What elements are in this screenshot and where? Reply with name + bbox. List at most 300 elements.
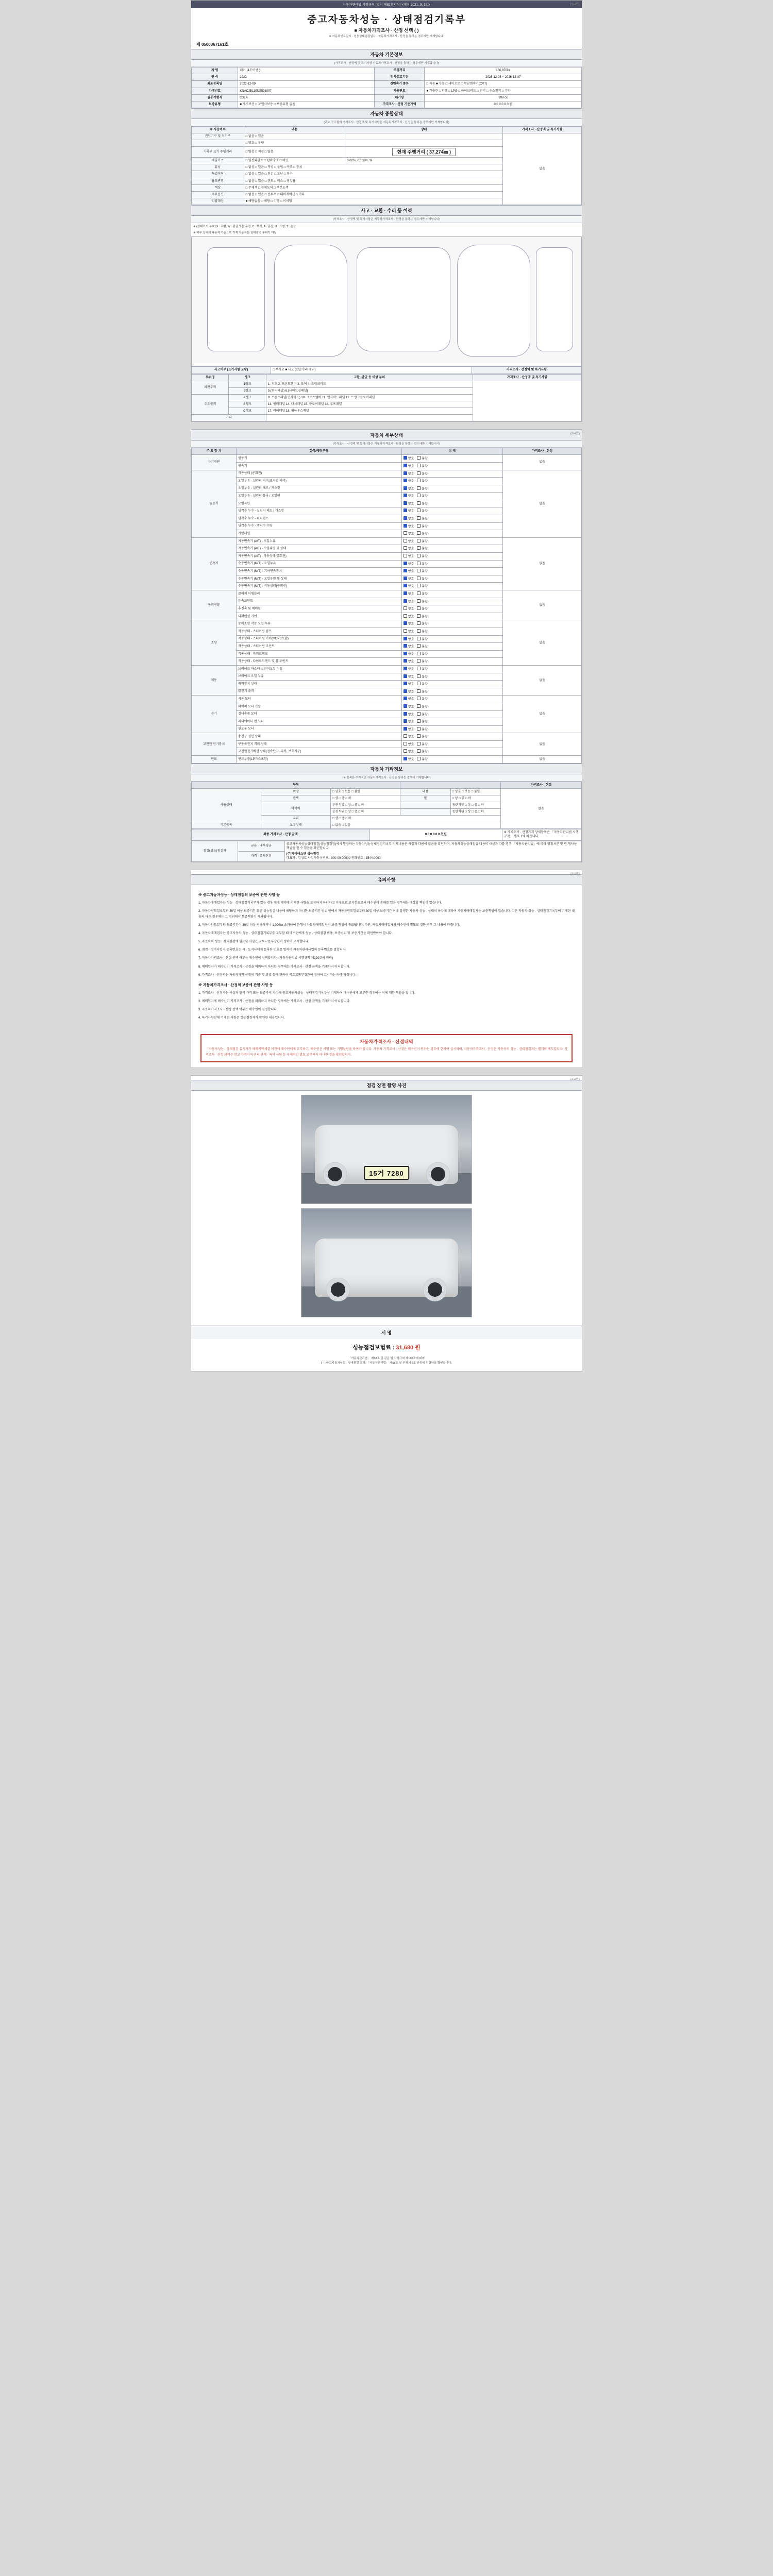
digit-0: 0 <box>425 833 427 837</box>
group-frame: 주요골격 <box>192 394 229 414</box>
value-displacement: 998 cc <box>425 94 582 101</box>
car-damage-diagram <box>191 236 582 366</box>
sheet-page-2 <box>191 429 582 862</box>
notice-item: 8. 매매업자가 매수인이 가격조사 · 산정을 의뢰하지 아니한 경우에는 가격조사 · 산정 금액을 기재하지 아니합니다. <box>198 965 350 969</box>
table-row <box>192 756 582 764</box>
table-header-row <box>192 374 582 381</box>
group-note: 없음 <box>503 620 582 666</box>
digit-1: 0 <box>427 833 430 837</box>
vehicle-front-photo <box>301 1095 472 1204</box>
sheet-page-1 <box>191 0 582 422</box>
photo-wheel-right <box>423 1278 447 1301</box>
section-basic-subtitle: (가격조사 · 산정액 및 특기사항 자동차가격조사 · 산정을 통하는 경우에만 기재합니다) <box>191 60 582 67</box>
item-state[interactable]: 양호 불량 <box>401 650 503 658</box>
section-overall-subtitle: (주요 구조물의 가격조사 · 산정액 및 특기사항은 자동차가격조사 · 산정을 통하는 경우에만 기재합니다) <box>191 119 582 126</box>
table-row <box>192 537 582 545</box>
table-row <box>192 133 582 140</box>
item-label: 작동상태 - 스티어링 기어(MDPS포함) <box>237 635 402 643</box>
item-state[interactable]: 양호 불량 <box>401 590 503 598</box>
row-label2 <box>400 809 451 816</box>
item-label: 연료누출(LP가스포함) <box>237 756 402 764</box>
item-state[interactable]: 양호 불량 <box>401 696 503 703</box>
accident-legend-2: ※ 하부 상태에 속용적 기준으로 기재 자동차는 상태점검 부위가 아님 <box>193 231 277 234</box>
item-state[interactable]: 양호 불량 <box>401 635 503 643</box>
item-label: 디퍼렌셜 기어 <box>237 613 402 620</box>
car-view-right <box>536 247 573 351</box>
notice-item: 6. 점검 · 정비사업자 등록번호는 시 · 도지사에게 등록한 번호를 말하며 자동차관리사업의 등록번호를 말합니다. <box>198 948 347 952</box>
group-other: 기타 <box>192 415 266 421</box>
label-engine-type: 원동기형식 <box>192 94 238 101</box>
item-label: 작동상태 - 스티어링 펌프 <box>237 628 402 635</box>
label-inspection-period: 검사유효기간 <box>374 74 425 81</box>
table-header-row <box>192 448 582 455</box>
notice-body <box>191 885 582 1029</box>
row-value: 운전석앞 □ 상 □ 중 □ 하 <box>331 802 400 808</box>
parts-rank-table <box>191 374 582 422</box>
row-value: □ 상 □ 중 □ 하 <box>331 816 501 822</box>
page4-corner-mark: (4/4면) <box>570 1078 580 1081</box>
row-label: 유리 <box>261 816 331 822</box>
parts-outer-rank1: 1. 후드 2. 프론트휀더 3. 도어 4. 트렁크리드 <box>266 381 473 387</box>
row-content-4: □ 없음 □ 있음 □ 적법 □ 불법 □ 구조 □ 장치 <box>244 164 503 171</box>
sheet-page-3 <box>191 870 582 1068</box>
section-detail-subtitle: (가격조사 · 산정액 및 특기사항은 자동차가격조사 · 산정을 통하는 경우에만 기재합니다) <box>191 440 582 448</box>
col-other-blank <box>400 782 501 788</box>
item-label: 자동변속기 (A/T) - 오일누유 <box>237 537 402 545</box>
row-content-9: ■ 해당없음 □ 해당 □ 이행 □ 미이행 <box>244 198 503 205</box>
mileage-box <box>345 147 503 158</box>
rank-b: B랭크 <box>229 401 266 408</box>
row-label-4: 튜닝 <box>192 164 244 171</box>
rank-2: 2랭크 <box>229 387 266 394</box>
form-top-bar: 자동차관리법 시행규칙 [별지 제82호서식] <개정 2021. 9. 16.> <box>191 1 582 8</box>
group-self-diagnosis: 자기진단 <box>192 455 237 470</box>
table-row <box>192 381 582 387</box>
notice-item: 7. 자동차가격조사 · 산정 선택 여부는 매수인이 선택합니다. (자동차관리법 시행규칙 제120조에 따라) <box>198 957 333 960</box>
item-label: 작동상태 - 타이로드엔드 및 볼 조인트 <box>237 658 402 666</box>
row-label-1 <box>192 140 244 147</box>
row-value: □ 없음 □ 있음 <box>331 822 501 829</box>
row-label2 <box>400 802 451 808</box>
item-label: 냉각수 누수 - 냉각수 수량 <box>237 522 402 530</box>
table-row <box>192 665 582 673</box>
label-warranty: 보증유형 <box>192 101 238 108</box>
item-state[interactable]: 양호 불량 <box>401 568 503 575</box>
table-row <box>192 590 582 598</box>
value-engine-type: G3LA <box>238 94 374 101</box>
col-part-names: 교환, 판금 등 이상 부위 <box>266 374 473 381</box>
item-label: 충전구 절연 상태 <box>237 733 402 741</box>
group-note: 없음 <box>503 733 582 756</box>
item-label: 수동변속기 (M/T) - 오일누유 <box>237 560 402 568</box>
row-content-2: □ 많음 □ 적정 □ 많음 <box>244 147 345 158</box>
row-value2: □ 양호 □ 보통 □ 불량 <box>450 788 501 795</box>
car-view-top <box>357 247 450 351</box>
overall-note: 없음 <box>503 133 582 205</box>
section-detail-title: 자동차 세부상태 <box>191 430 582 440</box>
item-state[interactable]: 양호 불량 <box>401 665 503 673</box>
item-label: 브레이크 오일 누유 <box>237 673 402 681</box>
page-corner-mark: (1/4면) <box>570 3 580 6</box>
fee-value: 31,680 원 <box>396 1344 421 1351</box>
group-note: 없음 <box>503 665 582 695</box>
item-state[interactable]: 양호 불량 <box>401 688 503 696</box>
row-label-9: 리콜대상 <box>192 198 244 205</box>
parts-outer-rank2: 5.(쿼터패널) 6.(사이드실패널) <box>266 387 473 394</box>
item-state[interactable]: 양호 불량 <box>401 455 503 463</box>
row-label-5: 특별이력 <box>192 171 244 178</box>
row-value: 운전석뒤 □ 상 □ 중 □ 하 <box>331 809 400 816</box>
item-label: 시동 모터 <box>237 696 402 703</box>
value-accident-history: □ 무사고 ■ 사고 (단순수리 제외) <box>271 367 472 374</box>
item-state[interactable]: 양호 불량 <box>401 681 503 688</box>
label-mileage: 주행거리 <box>374 67 425 74</box>
item-label: 등속조인트 <box>237 598 402 605</box>
row-label: 광택 <box>261 795 331 802</box>
signature-label: 서 명 <box>191 1326 582 1339</box>
fee-label: 성능점검보험료 : <box>352 1344 395 1351</box>
photo-gallery <box>191 1091 582 1326</box>
col-condition: 상 태 <box>401 448 503 455</box>
notice-title: 유의사항 <box>191 874 582 885</box>
label-transmission: 진변속기 종류 <box>374 81 425 88</box>
inspector-statement-text: 중고자동차성능상태점검(성능점검장)에서 발급하는 자동차성능상태점검기록부 기재내용은 사실과 다름이 없음을 확인하며, 자동차성능상태점검 내용이 사실과 다를 경우 「자동차관리법」에 따라 행정처분 및 민·형사상 책임을 질 수 있음을 확인합니다. <box>286 842 577 850</box>
table-row <box>192 67 582 74</box>
sheet-page-4 <box>191 1075 582 1372</box>
row-content-3: □ 일산화탄소 □ 탄화수소 □ 매연 <box>244 158 345 164</box>
footer-line-2: [ㄱ] 중고자동차성능 · 상태점검 결과, 「자동차관리법」 제58조 및 부칙 제2조 규정에 적합함을 확인합니다. <box>321 1362 452 1365</box>
footer-line-1: 「자동차관리법」 제58조 및 같은 법 시행규칙 제120조에 따라 <box>348 1357 425 1360</box>
item-state[interactable]: 양호 불량 <box>401 748 503 756</box>
detail-state-table <box>191 448 582 763</box>
label-displacement: 배기량 <box>374 94 425 101</box>
table-row <box>192 841 582 851</box>
table-row <box>192 696 582 703</box>
group-electrical: 전기 <box>192 696 237 733</box>
row-value2: □ 상 □ 중 □ 하 <box>450 795 501 802</box>
label-vin: 차대번호 <box>192 88 238 94</box>
section-basic-title: 자동차 기본정보 <box>191 49 582 60</box>
item-label: 오일누유 - 실린더 커버(로커암 커버) <box>237 478 402 485</box>
notice-item-2: 2. 매매업자에 매수인이 가격조사 · 산정을 의뢰하지 아니한 경우에는 가격조사 · 산정 금액을 기재하지 아니합니다. <box>198 999 350 1003</box>
item-state[interactable]: 양호 불량 <box>401 537 503 545</box>
inspector-statement <box>284 841 581 861</box>
label-final-price: 최종 가격조사 · 산정 금액 <box>192 829 370 840</box>
row-extra-1 <box>345 140 503 147</box>
value-year: 2022 <box>238 74 374 81</box>
table-row <box>192 94 582 101</box>
inspector-company-info: 대표자 : 김성호 사업자등록번호 : 000-00-00000 전화번호 : 1544-0000 <box>286 856 381 860</box>
row-label-6: 용도변경 <box>192 178 244 184</box>
col-parts-note: 가격조사 · 산정액 및 특기사항 <box>473 374 581 381</box>
item-state[interactable]: 양호 불량 <box>401 628 503 635</box>
col-state: 상태 <box>345 126 503 133</box>
col-usage: ※ 사용여부 <box>192 126 244 133</box>
price-estimate-box <box>200 1034 573 1062</box>
item-state[interactable]: 양호 불량 <box>401 583 503 590</box>
section-accident-subtitle: (가격조사 · 산정액 및 특기사항은 자동차가격조사 · 산정을 통하는 경우에만 기재합니다) <box>191 216 582 223</box>
item-label: 브레이크 마스터 실린더오일 누유 <box>237 665 402 673</box>
car-view-rear <box>457 245 530 357</box>
digit-3: 0 <box>432 833 435 837</box>
value-vin: KNACJB110NS591007 <box>238 88 374 94</box>
parts-frame-rankC: 17. 리어패널 18. 휠하우스패널 <box>266 408 473 415</box>
item-state[interactable]: 양호 불량 <box>401 756 503 764</box>
item-state[interactable]: 양호 불량 <box>401 598 503 605</box>
item-label: 커먼레일 <box>237 530 402 538</box>
label-accident-history: 사고여부 (표기사항 포함) <box>192 367 271 374</box>
page4-footer <box>191 1355 582 1371</box>
item-label: 발전기 출력 <box>237 688 402 696</box>
vehicle-rear-photo <box>301 1208 472 1317</box>
item-state[interactable]: 양호 불량 <box>401 493 503 500</box>
col-other-item: 항목 <box>192 782 400 788</box>
row-label-3: 배출가스 <box>192 158 244 164</box>
table-row <box>192 74 582 81</box>
notice-item: 5. 자동차의 성능 · 상태점검에 필요한 사항은 국토교통부장관이 정하여 고시합니다. <box>198 940 309 944</box>
col-rank: 랭크 <box>229 374 266 381</box>
group-power-transfer: 동력전달 <box>192 590 237 620</box>
group-high-voltage: 고전원 전기장치 <box>192 733 237 756</box>
item-label: 냉각수 누수 - 워터펌프 <box>237 515 402 523</box>
item-state[interactable]: 양호 불량 <box>401 605 503 613</box>
notice-item: 4. 자동차매매업자는 중고자동차 성능 · 상태점검기록부를 교부할 때 매수인에게 성능 · 상태점검 비용, 보증범위 및 보증기간을 확인받아야 합니다. <box>198 932 393 936</box>
notice-item-2: 1. 가격조사 · 산정자는 사실과 달리 가격 또는 보증가의 차이에 중고자동차성능 · 상태점검기록부상 기재하여 매수인에게 교부한 경우에는 이에 대한 책임을 집니다. <box>198 991 415 995</box>
table-row <box>192 620 582 628</box>
table-row <box>192 455 582 463</box>
group-transmission: 변속기 <box>192 537 237 590</box>
item-state[interactable]: 양호 불량 <box>401 740 503 748</box>
value-fuel: ■ 가솔린 □ 디젤 □ LPG □ 하이브리드 □ 전기 □ 수소전기 □ 기타 <box>425 88 582 94</box>
page-title: 중고자동차성능 · 상태점검기록부 <box>307 14 466 25</box>
page3-corner-mark: (3/4면) <box>570 872 580 876</box>
col-note: 가격조사 · 산정액 및 특기사항 <box>503 126 582 133</box>
notice-heading-2: ※ 자동차가격조사 · 산정의 보증에 관한 사항 등 <box>198 983 273 987</box>
item-state[interactable]: 양호 불량 <box>401 545 503 553</box>
section-accident-title: 사고 · 교환 · 수리 등 이력 <box>191 205 582 216</box>
item-label: 자동변속기 (A/T) - 작동상태(공회전) <box>237 553 402 561</box>
label-base-price: 가격조사 · 산정 기준가액 <box>374 101 425 108</box>
digit-4: 0 <box>435 833 438 837</box>
group-note: 없음 <box>503 537 582 590</box>
item-state[interactable]: 양호 불량 <box>401 470 503 478</box>
table-row <box>192 367 582 374</box>
accident-legend-1: ※ (상태표시 부호) X : 교환, W : 판금 또는 용접, C : 부식, A : 흠집, U : 요철, T : 손상 <box>193 225 296 228</box>
row-label: 외장 <box>261 788 331 795</box>
photo-wheel-left <box>323 1162 347 1186</box>
basic-info-table <box>191 67 582 108</box>
row-value: □ 상 □ 중 □ 하 <box>331 795 400 802</box>
inspector-company: (주)케이에스엠 성능점검 <box>286 852 320 856</box>
item-state[interactable]: 양호 불량 <box>401 613 503 620</box>
item-state[interactable]: 양호 불량 <box>401 515 503 523</box>
notice-item: 1. 자동차매매업자는 성능 · 상태점검기록부가 있는 경우 매매 계약에 기재한 사항을 고지하지 아니하고 거짓으로 고지함으로써 매수인이 손해를 입은 경우에는 배상할 책임이 있습니다. <box>198 901 442 905</box>
item-label: 클러치 어셈블리 <box>237 590 402 598</box>
row-content-6: □ 없음 □ 있음 □ 렌트 □ 리스 □ 영업용 <box>244 178 503 184</box>
table-row <box>192 101 582 108</box>
item-state[interactable]: 양호 불량 <box>401 725 503 733</box>
row-label: 보유상태 <box>261 822 331 829</box>
parts-frame-rankB: 13. 필러패널 14. 대시패널 15. 플로어패널 16. 루프패널 <box>266 401 473 408</box>
label-inspector-block: 점검(성능)점검자 <box>192 841 238 861</box>
car-view-left <box>207 247 265 351</box>
row-content-8: □ 없음 □ 있음 □ 선루프 □ 내비게이션 □ 기타 <box>244 191 503 198</box>
mileage-value: 현재 주행거리 ( 37,274㎞ ) <box>392 148 456 156</box>
item-state[interactable]: 양호 불량 <box>401 560 503 568</box>
item-state[interactable]: 양호 불량 <box>401 673 503 681</box>
item-state[interactable]: 양호 불량 <box>401 530 503 538</box>
photo-wheel-right <box>426 1162 450 1186</box>
row-content-5: □ 없음 □ 있음 □ 전손 □ 도난 □ 침수 <box>244 171 503 178</box>
inspection-fee <box>191 1339 582 1355</box>
group-note: 없음 <box>503 696 582 733</box>
value-car-name: 레이 (4도어밴 ) <box>238 67 374 74</box>
table-header-row <box>192 782 582 788</box>
row-content-0: □ 없음 □ 있음 <box>244 133 345 140</box>
label-accident-note: 가격조사 · 산정액 및 특기사항 <box>472 367 581 374</box>
row-extra-3: 0.02%, 0.1ppm, % <box>345 158 503 164</box>
item-state[interactable]: 양호 불량 <box>401 522 503 530</box>
item-state[interactable]: 양호 불량 <box>401 620 503 628</box>
inspector-table <box>191 841 582 862</box>
item-label: 냉각수 누수 - 실린더 헤드 / 개스킷 <box>237 507 402 515</box>
item-state[interactable]: 양호 불량 <box>401 500 503 507</box>
item-state[interactable]: 양호 불량 <box>401 575 503 583</box>
section-overall-title: 자동차 종합상태 <box>191 108 582 119</box>
item-label: 윈도우 모터 <box>237 725 402 733</box>
page2-corner-mark: (2/4면) <box>570 432 580 436</box>
notice-item-2: 3. 자동차가격조사 · 산정 선택 여부는 매수인이 결정합니다. <box>198 1008 278 1011</box>
overall-state-table <box>191 126 582 205</box>
rank-c: C랭크 <box>229 408 266 415</box>
item-label: 구동축전지 격리 상태 <box>237 740 402 748</box>
document-number: 제 0500067161호 <box>196 42 229 47</box>
item-state[interactable]: 양호 불량 <box>401 643 503 651</box>
group-basic-items: 기본품목 <box>192 822 261 829</box>
item-label: 오일누유 - 실린더 블록 / 오일팬 <box>237 493 402 500</box>
table-row <box>192 88 582 94</box>
page-subnote: ※ 자동차인도일시 · 성능상태점검일시 · 자동차가격조사 · 산정을 통하는 경우에만 기재합니다. <box>329 35 444 38</box>
group-outer-panel: 외판부위 <box>192 381 229 394</box>
group-engine: 원동기 <box>192 470 237 537</box>
section-other-title: 자동차 기타정보 <box>191 764 582 774</box>
row-value: □ 양호 □ 보통 □ 불량 <box>331 788 400 795</box>
notice-heading-1: ※ 중고자동차성능 · 상태점검의 보증에 관한 사항 등 <box>198 893 280 897</box>
item-label: 배력장치 상태 <box>237 681 402 688</box>
item-state[interactable]: 양호 불량 <box>401 710 503 718</box>
notice-item: 9. 가격조사 · 산정자는 자동차가격 산정의 기준 및 방법 등에 관하여 국토교통부장관이 정하여 고시하는 바에 따릅니다. <box>198 973 357 977</box>
value-inspection-period: 2025-12-08 ~ 2026-12-07 <box>425 74 582 81</box>
table-row <box>192 788 582 795</box>
license-plate-front: 15거 7280 <box>364 1166 409 1180</box>
item-label: 고전원전기배선 상태(접속단자, 피복, 보호기구) <box>237 748 402 756</box>
col-content: 내용 <box>244 126 345 133</box>
group-fuel: 연료 <box>192 756 237 764</box>
item-state[interactable]: 양호 불량 <box>401 718 503 726</box>
section-other-subtitle: (※ 항목은 추가적인 자동차가격조사 · 산정을 통하는 경우에 기재합니다) <box>191 774 582 782</box>
item-label: 작동상태 - 스티어링 조인트 <box>237 643 402 651</box>
value-mileage: 156,870㎞ <box>425 67 582 74</box>
row-label-2: 기록부 표기 주행거리 <box>192 147 244 158</box>
label-fuel: 사용연료 <box>374 88 425 94</box>
page-subtitle: ■ 자동차가격조사 · 산정 선택 ( ) <box>354 28 419 33</box>
label-car-name: 자 명 <box>192 67 238 74</box>
col-item: 항목/해당부품 <box>237 448 402 455</box>
item-state[interactable]: 양호 불량 <box>401 507 503 515</box>
col-price-note: 가격조사 · 산정 <box>503 448 582 455</box>
col-other-note: 가격조사 · 산정 <box>501 782 582 788</box>
group-note: 없음 <box>503 590 582 620</box>
item-state[interactable]: 양호 불량 <box>401 478 503 485</box>
table-row <box>192 829 582 840</box>
row-content-7: □ 무채색 □ 전체도색 □ 부분도색 <box>244 184 503 191</box>
item-label: 동력조향 작동 오일 누유 <box>237 620 402 628</box>
parts-note-cell <box>473 381 581 421</box>
row-extra-0 <box>345 133 503 140</box>
table-row <box>192 470 582 478</box>
item-label: 오일누유 - 실린더 헤드 / 개스킷 <box>237 485 402 493</box>
item-state[interactable]: 양호 불량 <box>401 658 503 666</box>
item-state[interactable]: 양호 불량 <box>401 733 503 741</box>
final-price-table <box>191 829 582 840</box>
item-label: 변속기 <box>237 462 402 470</box>
row-label2: 내장 <box>400 788 451 795</box>
value-final-price <box>369 829 502 840</box>
car-view-front <box>274 245 347 357</box>
item-label: 실내송풍 모터 <box>237 710 402 718</box>
rank-1: 1랭크 <box>229 381 266 387</box>
item-label: 오일유량 <box>237 500 402 507</box>
col-main-device: 주 요 장 치 <box>192 448 237 455</box>
col-part-group: 부위명 <box>192 374 229 381</box>
notice-item: 3. 자동차인도일부터 보증기간이 30일 이상 경과하거나 1,000㎞ 초과하여 운행시 자동차매매업자의 보증 책임이 종료됩니다. 다만, 자동차매매업자와 매수인이 별도로 정한 경우 그 내용에 따릅니다. <box>198 924 460 927</box>
photo-wheel-left <box>326 1278 350 1301</box>
photos-title: 점검 장면 촬영 사진 <box>191 1080 582 1091</box>
item-state[interactable]: 양호 불량 <box>401 553 503 561</box>
price-estimate-title: 자동차가격조사 · 산정내역 <box>360 1039 413 1045</box>
item-label: 수동변속기 (M/T) - 오일유량 및 상태 <box>237 575 402 583</box>
item-state[interactable]: 양호 불량 <box>401 485 503 493</box>
item-label: 와이퍼 모터 기능 <box>237 703 402 710</box>
row-label-7: 색상 <box>192 184 244 191</box>
row-label2: 휠 <box>400 795 451 802</box>
rank-a: A랭크 <box>229 394 266 401</box>
other-info-table <box>191 782 582 829</box>
value-base-price: 0 0 0 0 0 0 원 <box>425 101 582 108</box>
item-label: 작동상태 (공회전) <box>237 470 402 478</box>
notice-item: 2. 자동차인도일로부터 30일 이상 보증기간 동안 성능점검 내용에 해당하지 아니한 보증기간 범위 안에서 자동차인도일로부터 30일 이상 보증기간 이내 발생한 자동차 성능 · 상태의 하자에 대하여 자동차매매업자는 보증책임이 있습니다. 다만 자동차 성능 · 상태점검기록부에 기재된 내용과 다른 경우에는 그 범위에서 보증책임이 제외됩니다. <box>198 909 575 919</box>
item-state[interactable]: 양호 불량 <box>401 462 503 470</box>
row-content-1: □ 양호 □ 불량 <box>244 140 345 147</box>
group-note: 없음 <box>503 455 582 470</box>
row-label: 타이어 <box>261 802 331 815</box>
item-label: 작동상태 - 파워크랭크 <box>237 650 402 658</box>
item-state[interactable]: 양호 불량 <box>401 703 503 710</box>
price-estimate-body: 「자동차성능 · 상태점검 실시자가 매매계약체결 이전에 매수인에게 교부하고, 매수인은 서명 또는 기명날인을 하여야 합니다. 자동차 가격조사 · 산정은 매수인이 원하는 경우에 한하여 실시하며, 자동차가격조사 · 산정은 자동차의 성능 · 상태점검과는 별개의 제도입니다. 가격조사 · 산정 금액은 참고 가격이며 권리 관계 · 특약 사항 등 구체적인 별도 교부하지 아니한 것을 확인합니다. <box>206 1048 567 1057</box>
digit-5: 0 <box>438 833 440 837</box>
amount-unit: 천원 <box>440 833 447 837</box>
group-brake: 제동 <box>192 665 237 695</box>
value-first-registration: 2021-12-09 <box>238 81 374 88</box>
row-value2: 동반석앞 □ 상 □ 중 □ 하 <box>450 802 501 808</box>
item-label: 추진축 및 베어링 <box>237 605 402 613</box>
row-label-0: 전입기구 및 적기구 <box>192 133 244 140</box>
value-warranty: ■ 자기보증 □ 보험사보증 □ 보증유형 없음 <box>238 101 374 108</box>
parts-other <box>266 415 473 421</box>
item-label: 수동변속기 (M/T) - 기어변속장치 <box>237 568 402 575</box>
row-label-8: 주요옵션 <box>192 191 244 198</box>
group-note: 없음 <box>503 756 582 764</box>
